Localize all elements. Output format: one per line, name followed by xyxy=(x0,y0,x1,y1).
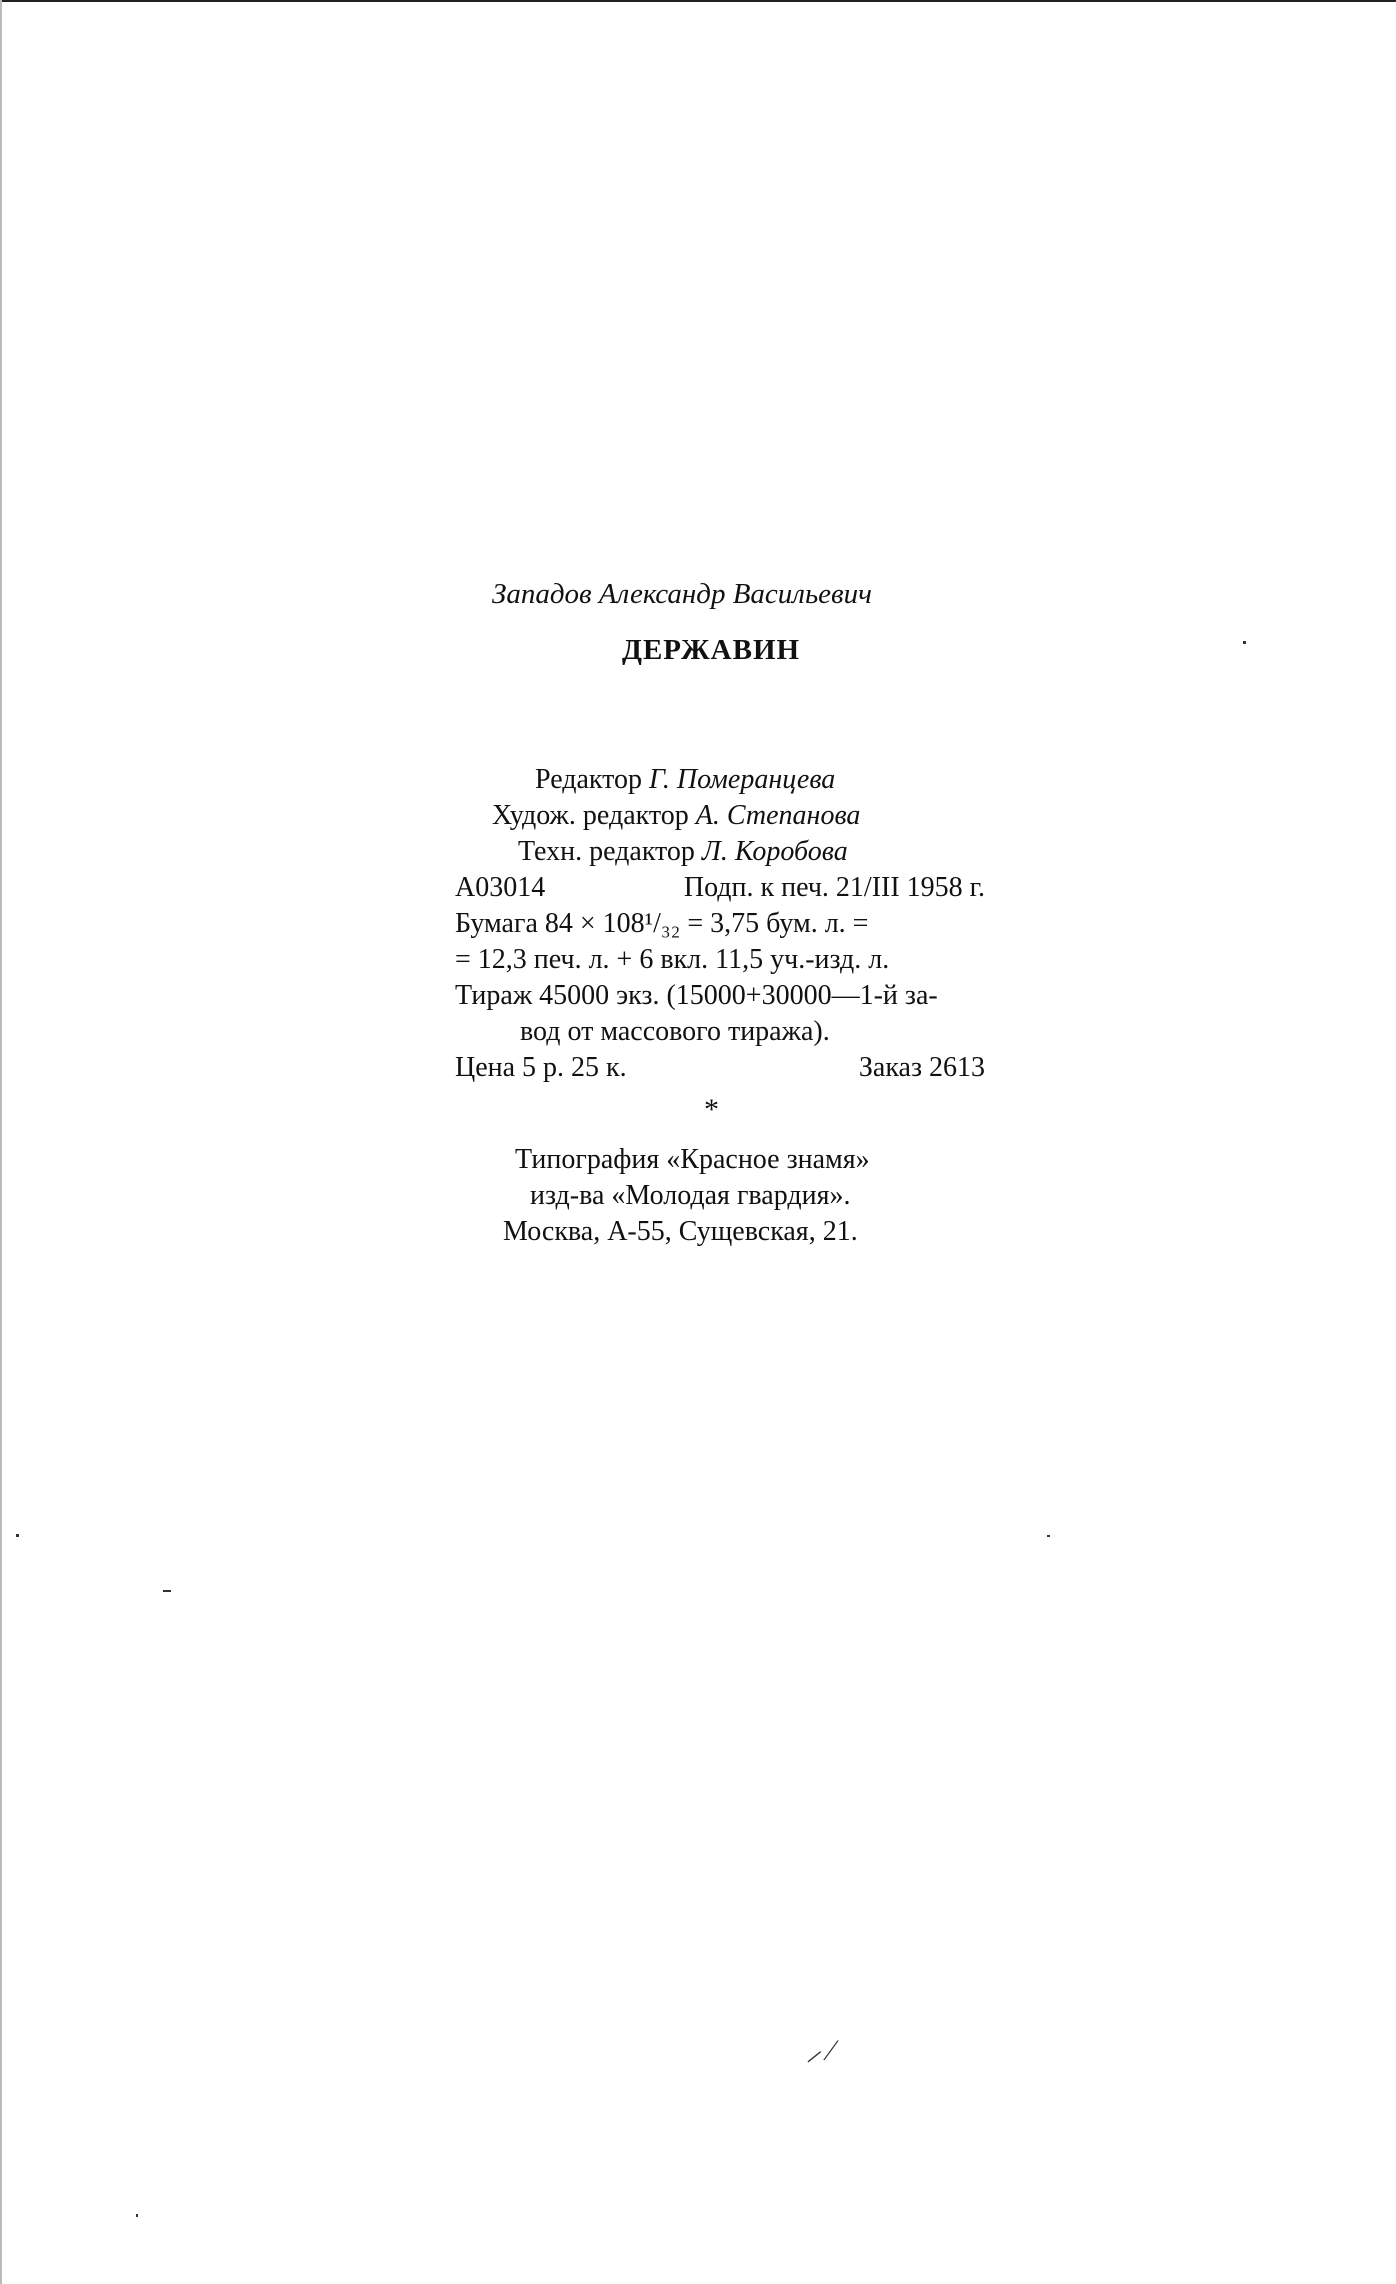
publisher-code: А03014 xyxy=(455,872,546,903)
credit-name: А. Степанова xyxy=(695,800,861,831)
sheets-line xyxy=(455,944,985,976)
scan-speck xyxy=(136,2214,138,2217)
page-left-edge xyxy=(0,0,2,2284)
credit-editor xyxy=(535,764,835,796)
scan-speck xyxy=(1243,641,1246,644)
print-run-line-2: вод от массового тиража). xyxy=(520,1016,830,1047)
print-run-line xyxy=(455,980,985,1012)
price-order-line xyxy=(455,1052,985,1084)
sheet-count: = 12,3 печ. л. + 6 вкл. 11,5 уч.-изд. л. xyxy=(455,944,890,975)
paper-line xyxy=(455,908,985,940)
price: Цена 5 р. 25 к. xyxy=(455,1052,627,1083)
credit-role: Редактор xyxy=(535,764,643,795)
credit-role: Худож. редактор xyxy=(492,800,689,831)
scan-speck xyxy=(163,1590,171,1592)
print-run: Тираж 45000 экз. (15000+30000—1-й за- xyxy=(455,980,938,1011)
scan-speck xyxy=(1047,1535,1050,1537)
credit-role: Техн. редактор xyxy=(518,836,695,867)
printer-name: Типография «Красное знамя» xyxy=(515,1144,870,1175)
book-title: ДЕРЖАВИН xyxy=(622,634,801,666)
printer-publisher: изд-ва «Молодая гвардия». xyxy=(530,1180,851,1211)
author-name: Западов Александр Васильевич xyxy=(492,578,872,610)
credit-tech-editor xyxy=(518,836,848,868)
credit-art-editor xyxy=(492,800,860,832)
separator-asterisk: * xyxy=(704,1093,719,1126)
credit-name: Г. Померанцева xyxy=(649,764,836,795)
printer-address: Москва, А-55, Сущевская, 21. xyxy=(503,1216,858,1247)
print-code-line xyxy=(455,872,985,904)
scan-speck xyxy=(16,1534,19,1537)
credit-name: Л. Коробова xyxy=(701,836,848,867)
page-top-edge xyxy=(0,0,1396,2)
handwritten-mark: ⸝ ⁄ xyxy=(806,2034,834,2067)
signed-to-print: Подп. к печ. 21/III 1958 г. xyxy=(683,872,985,903)
paper-format: Бумага 84 × 108¹/₃₂ = 3,75 бум. л. = xyxy=(455,908,869,939)
order-number: Заказ 2613 xyxy=(858,1052,985,1083)
